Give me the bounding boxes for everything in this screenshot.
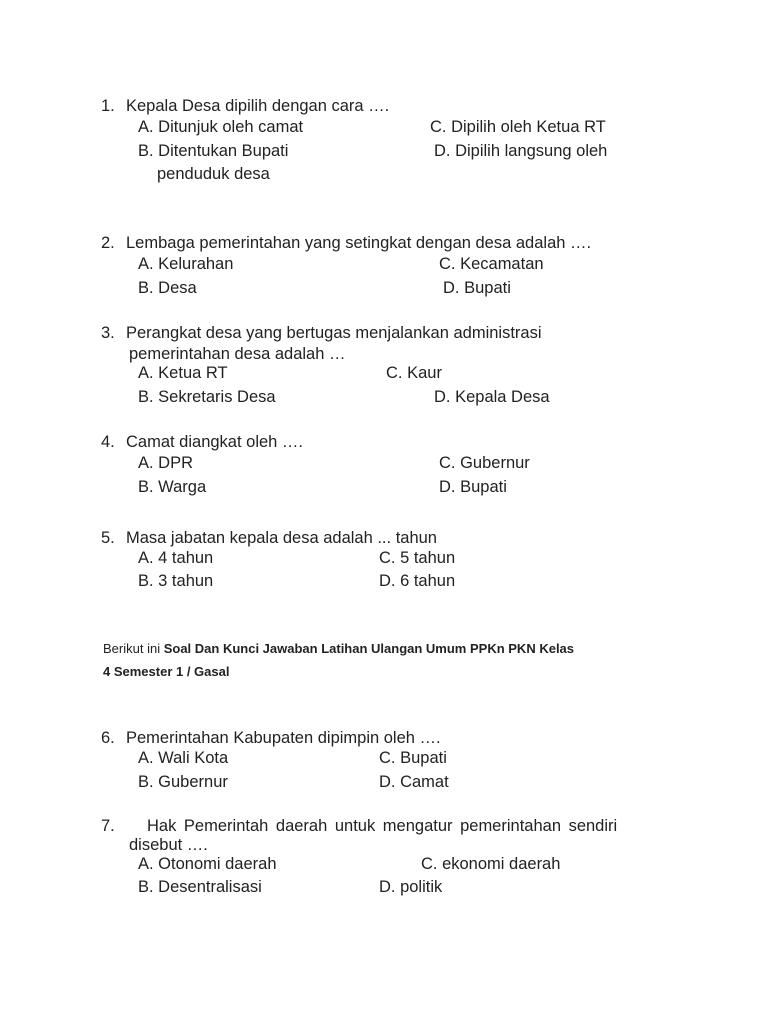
intro-note-line2 xyxy=(103,663,229,681)
intro-note-title: Soal Dan Kunci Jawaban Latihan Ulangan Umum PPKn PKN Kelas xyxy=(163,641,575,656)
option-d: D. Camat xyxy=(379,773,449,791)
option-d: D. 6 tahun xyxy=(379,572,456,590)
question-text: Kepala Desa dipilih dengan cara …. xyxy=(126,97,390,115)
option-b: B. Gubernur xyxy=(138,773,228,791)
option-a: A. Kelurahan xyxy=(138,255,234,273)
option-b: B. Warga xyxy=(138,478,207,496)
option-c: C. 5 tahun xyxy=(379,549,456,567)
intro-note-line1 xyxy=(103,640,574,658)
option-b: B. Ditentukan Bupati xyxy=(138,142,289,160)
option-c: C. Gubernur xyxy=(439,454,530,472)
option-b: B. Desentralisasi xyxy=(138,878,262,896)
question-text: Pemerintahan Kabupaten dipimpin oleh …. xyxy=(126,729,441,747)
option-d: D. Bupati xyxy=(443,279,511,297)
option-c: C. Kecamatan xyxy=(439,255,544,273)
intro-note-title-continued: 4 Semester 1 / Gasal xyxy=(103,664,230,679)
question-number: 5. xyxy=(101,529,115,547)
question-text: Camat diangkat oleh …. xyxy=(126,433,304,451)
question-text: Perangkat desa yang bertugas menjalankan administrasi xyxy=(126,324,542,342)
intro-note-prefix: Berikut ini xyxy=(103,641,164,656)
question-number: 4. xyxy=(101,433,115,451)
question-number: 7. xyxy=(101,817,115,835)
option-b: B. Desa xyxy=(138,279,197,297)
option-c: C. Dipilih oleh Ketua RT xyxy=(430,118,606,136)
option-b: B. 3 tahun xyxy=(138,572,214,590)
question-text: Hak Pemerintah daerah untuk mengatur pemerintahan sendiri xyxy=(147,817,618,835)
option-a: A. Wali Kota xyxy=(138,749,229,767)
option-c: C. ekonomi daerah xyxy=(421,855,561,873)
option-d: D. politik xyxy=(379,878,443,896)
question-text: Masa jabatan kepala desa adalah ... tahun xyxy=(126,529,437,547)
question-number: 6. xyxy=(101,729,115,747)
option-a: A. DPR xyxy=(138,454,194,472)
question-number: 3. xyxy=(101,324,115,342)
option-d: D. Bupati xyxy=(439,478,507,496)
option-a: A. Otonomi daerah xyxy=(138,855,277,873)
question-text-continued: disebut …. xyxy=(129,836,208,854)
question-number: 2. xyxy=(101,234,115,252)
option-d: D. Kepala Desa xyxy=(434,388,550,406)
question-text-continued: pemerintahan desa adalah … xyxy=(129,345,346,363)
option-d: D. Dipilih langsung oleh xyxy=(434,142,608,160)
option-b: B. Sekretaris Desa xyxy=(138,388,276,406)
question-text: Lembaga pemerintahan yang setingkat dengan desa adalah …. xyxy=(126,234,592,252)
question-number: 1. xyxy=(101,97,115,115)
option-a: A. Ketua RT xyxy=(138,364,228,382)
option-a: A. Ditunjuk oleh camat xyxy=(138,118,304,136)
option-c: C. Kaur xyxy=(386,364,442,382)
option-d-continued: penduduk desa xyxy=(157,165,270,183)
option-a: A. 4 tahun xyxy=(138,549,214,567)
option-c: C. Bupati xyxy=(379,749,447,767)
